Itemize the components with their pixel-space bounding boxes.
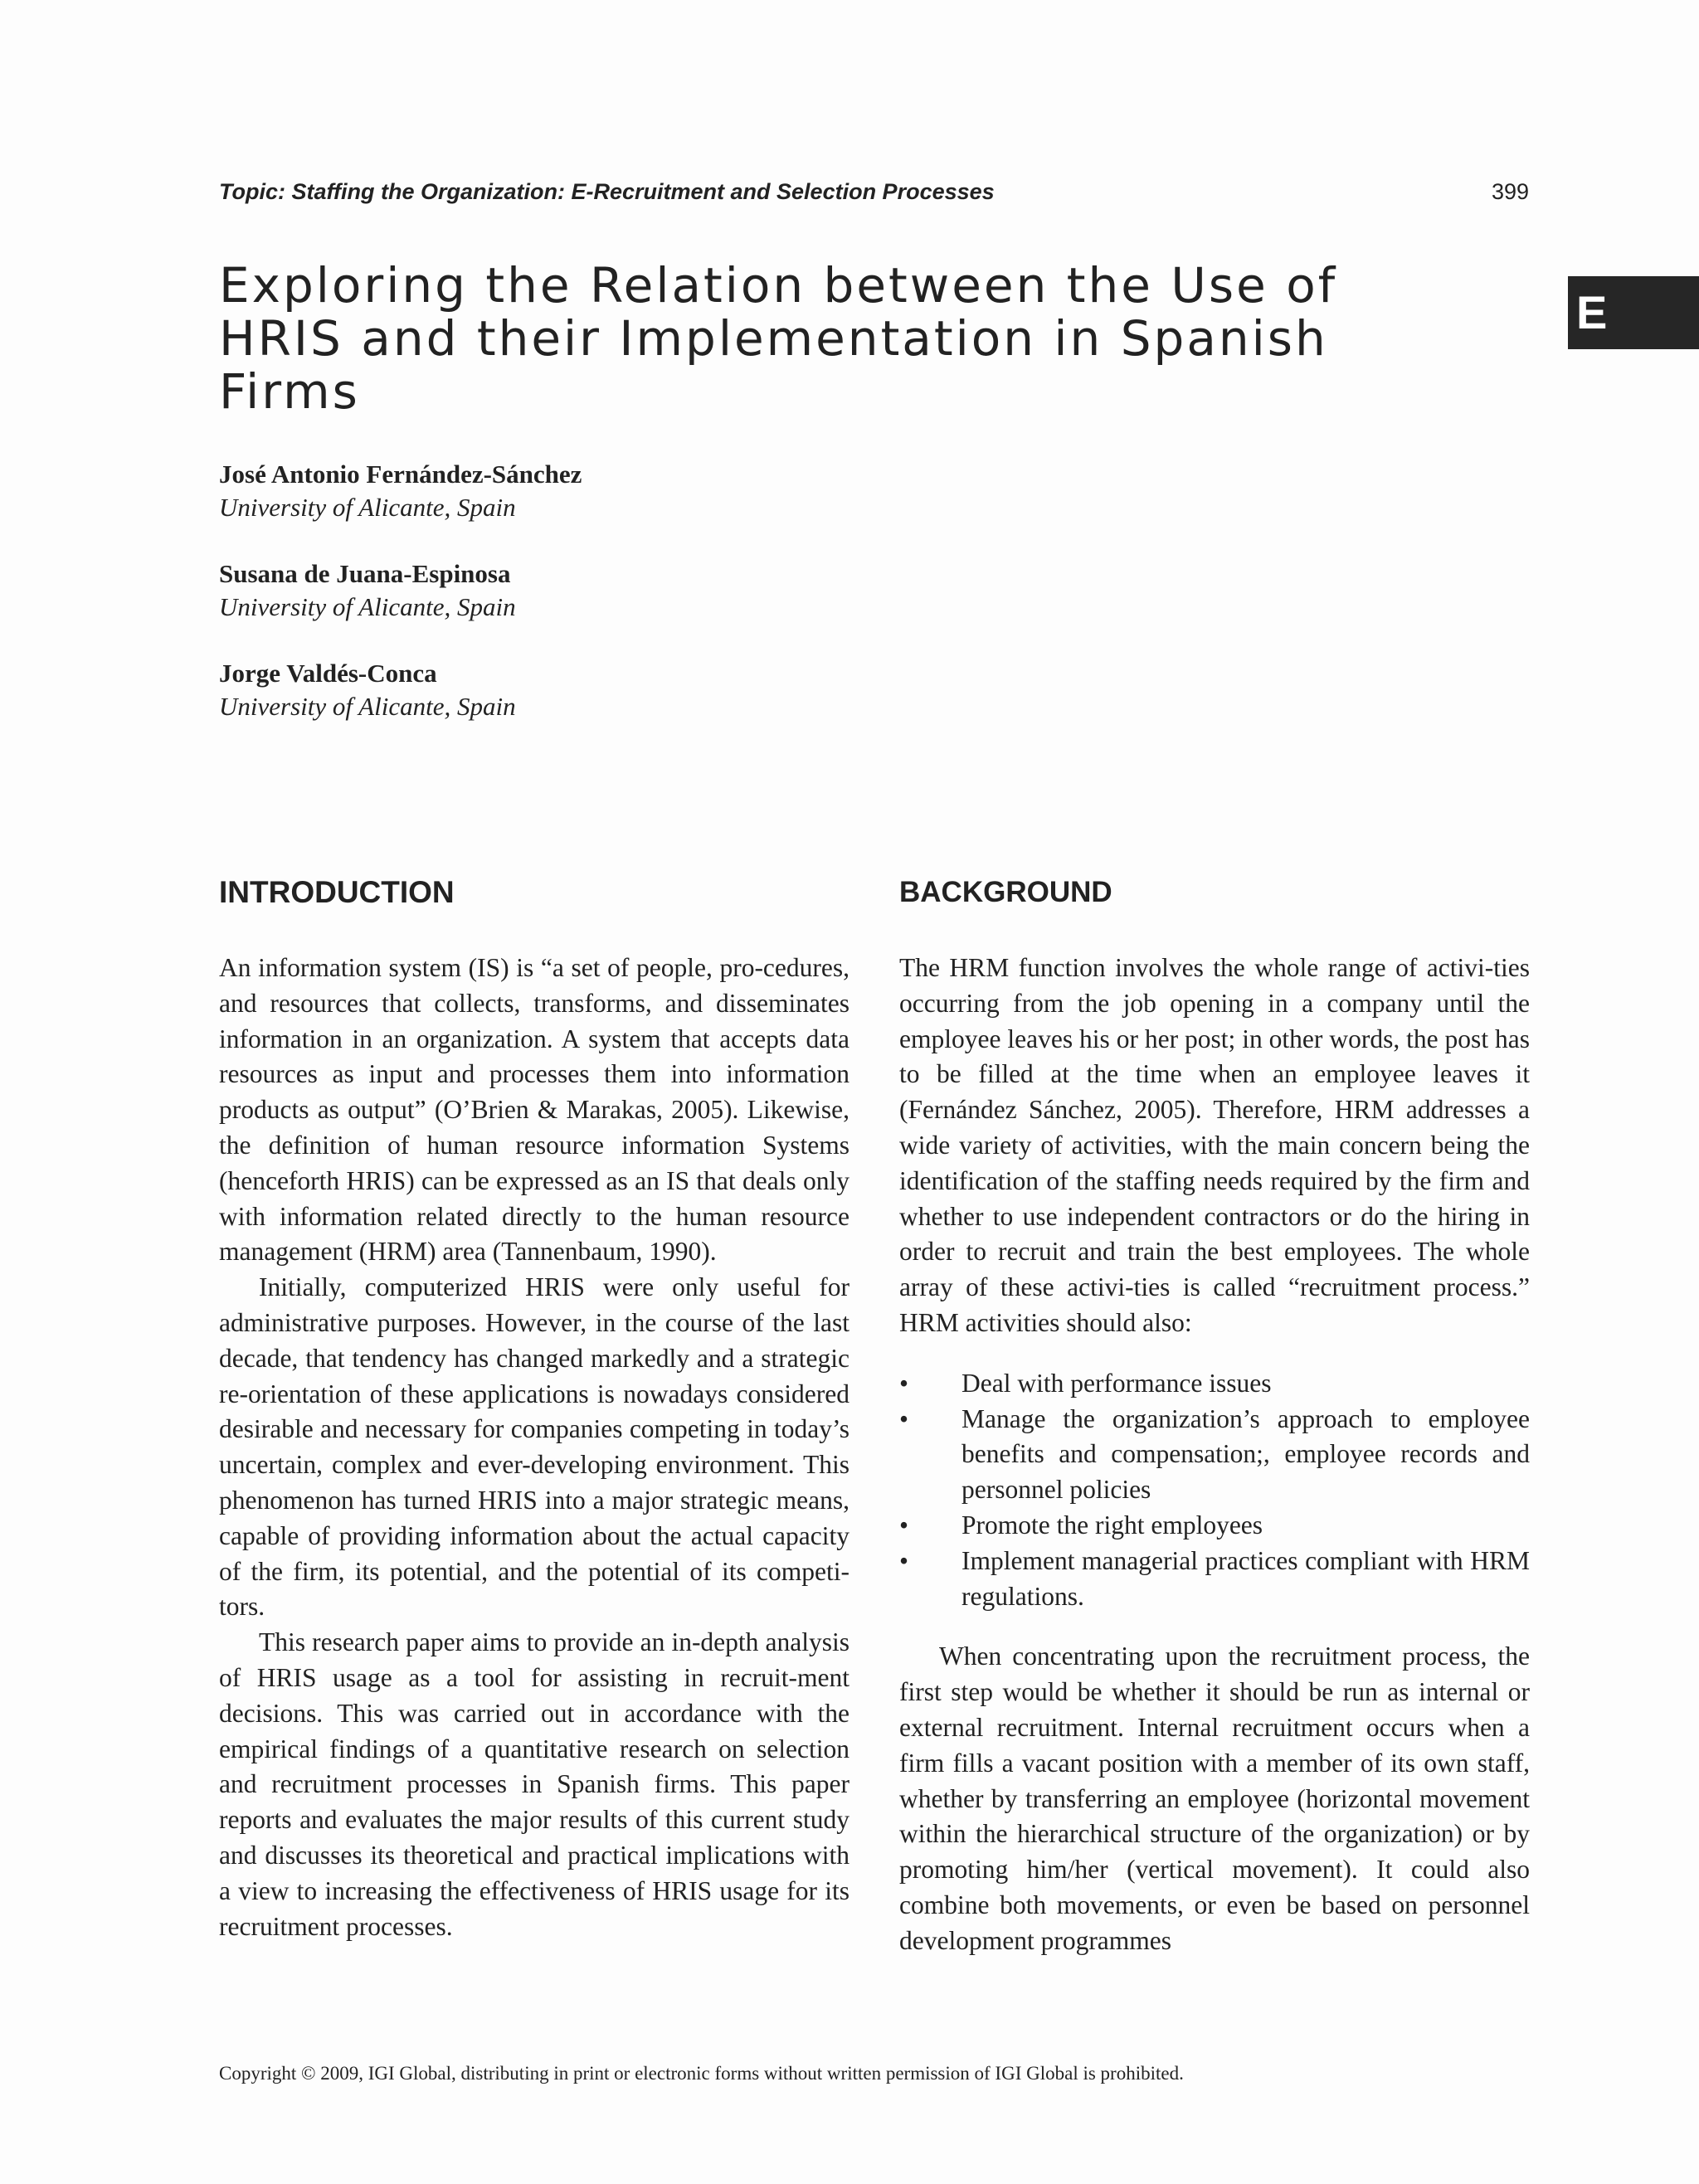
bullet-item	[899, 1544, 1530, 1615]
author-affiliation: University of Alicante, Spain	[219, 592, 516, 621]
bullet-symbol: •	[899, 1510, 909, 1540]
intro-paragraph-1: An information system (IS) is “a set of people, pro-cedures, and resources that collects, transforms, and disseminates information in an organization. A system that accepts data resources as input and processes them into information products as output” (O’Brien & Marakas, 2005). Likewise, the definition of human resource information Systems (henceforth HRIS) can be expressed as an IS that deals only with information related directly to the human resource management (HRM) area (Tannenbaum, 1990).	[219, 953, 850, 1267]
author-list	[219, 458, 582, 756]
intro-paragraph-3: This research paper aims to provide an in-depth analysis of HRIS usage as a tool for assisting in recruit-ment decisions. This was carried out in accordance with the empirical findings of a quantitative research on selection and recruitment processes in Spanish firms. This paper reports and evaluates the major results of this current study and discusses its theoretical and practical implications with a view to increasing the effectiveness of HRIS usage for its recruitment processes.	[219, 1627, 850, 1941]
section-tab: E	[1568, 276, 1699, 349]
author-affiliation: University of Alicante, Spain	[219, 692, 516, 721]
author-name: José Antonio Fernández-Sánchez	[219, 460, 582, 489]
bullet-item	[899, 1402, 1530, 1508]
bullet-list	[899, 1366, 1530, 1615]
background-heading: BACKGROUND	[899, 876, 1112, 908]
bullet-text: Promote the right employees	[961, 1510, 1263, 1540]
introduction-heading: INTRODUCTION	[219, 875, 455, 909]
bullet-symbol: •	[899, 1545, 909, 1575]
bullet-symbol: •	[899, 1368, 909, 1398]
background-paragraph-1: The HRM function involves the whole range of activi-ties occurring from the job opening in a company until the employee leaves his or her post; in other words, the post has to be filled at the time when an employee leaves it (Fernández Sánchez, 2005). Therefore, HRM addresses a wide variety of activities, with the main concern being the identification of the staffing needs required by the firm and whether to use independent contractors or do the hiring in order to recruit and train the best employees. The whole array of these activi-ties is called “recruitment process.” HRM activities should also:	[899, 953, 1530, 1337]
intro-paragraph-2: Initially, computerized HRIS were only useful for administrative purposes. However, in the course of the last decade, that tendency has changed markedly and a strategic re-orientation of these applications is nowadays considered desirable and necessary for companies competing in today’s uncertain, complex and ever-developing environment. This phenomenon has turned HRIS into a major strategic means, capable of providing information about the actual capacity of the firm, its potential, and the potential of its competi-tors.	[219, 1272, 850, 1622]
bullet-text: Implement managerial practices compliant with HRM regulations.	[961, 1545, 1530, 1611]
bullet-text: Manage the organization’s approach to employee benefits and compensation;, employee records and personnel policies	[961, 1403, 1530, 1505]
bullet-text: Deal with performance issues	[961, 1368, 1272, 1398]
author-block	[219, 458, 582, 524]
background-paragraph-2: When concentrating upon the recruitment process, the first step would be whether it should be run as internal or external recruitment. Internal recruitment occurs when a firm fills a vacant position with a member of its own staff, whether by transferring an employee (horizontal movement within the hierarchical structure of the organization) or by promoting him/her (vertical movement). It could also combine both movements, or even be based on personnel development programmes	[899, 1642, 1530, 1955]
bullet-item	[899, 1366, 1530, 1402]
topic-header: Topic: Staffing the Organization: E-Recruitment and Selection Processes	[219, 179, 995, 204]
author-block	[219, 657, 582, 723]
copyright-footer: Copyright © 2009, IGI Global, distributing in print or electronic forms without written permission of IGI Global is prohibited.	[219, 2063, 1184, 2084]
author-block	[219, 557, 582, 624]
author-name: Susana de Juana-Espinosa	[219, 559, 511, 588]
bullet-symbol: •	[899, 1403, 909, 1433]
page-number: 399	[1491, 179, 1529, 204]
author-affiliation: University of Alicante, Spain	[219, 493, 516, 522]
bullet-item	[899, 1508, 1530, 1544]
background-column	[899, 871, 1530, 1959]
article-title: Exploring the Relation between the Use of HRIS and their Implementation in Spanish Firms	[219, 257, 1338, 420]
author-name: Jorge Valdés-Conca	[219, 659, 437, 688]
introduction-column	[219, 871, 850, 1944]
